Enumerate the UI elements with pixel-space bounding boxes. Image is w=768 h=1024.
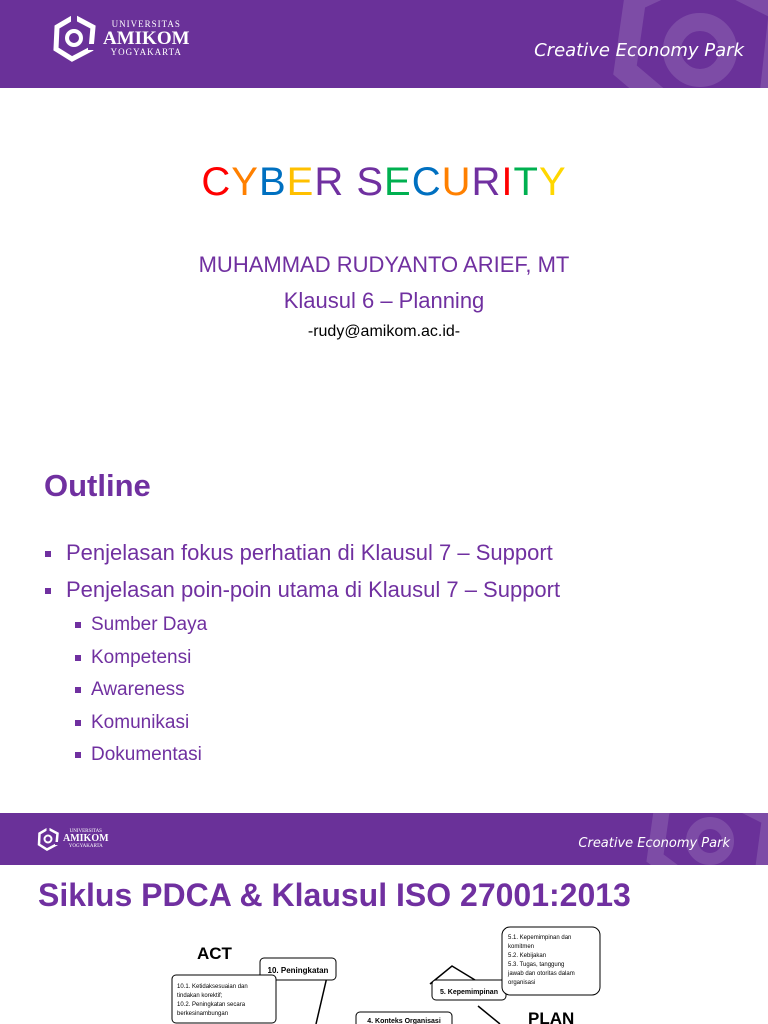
outline-item-text: Penjelasan poin-poin utama di Klausul 7 – Support: [66, 577, 561, 602]
title-letter: R: [314, 160, 345, 204]
university-logo-small[interactable]: [36, 827, 109, 851]
diagram-text-line: 5.1. Kepemimpinan dan: [508, 935, 572, 941]
title-letter: E: [286, 160, 315, 204]
tagline: Creative Economy Park: [578, 836, 730, 851]
outline-item-text: Penjelasan fokus perhatian di Klausul 7 – Support: [66, 540, 553, 565]
logo-line-3: YOGYAKARTA: [68, 844, 103, 849]
bullet-icon: [75, 622, 81, 628]
title-letter: T: [513, 160, 539, 204]
slide2-title: Siklus PDCA & Klausul ISO 27001:2013: [38, 877, 631, 913]
diagram-text-line: berkesinambungan: [177, 1011, 229, 1017]
diagram-text-line: komitmen: [508, 944, 535, 950]
title-letter: Y: [231, 160, 259, 204]
bullet-icon: [45, 551, 51, 557]
diagram-text-line: jawab dan otoritas dalam: [508, 971, 575, 977]
outline-item-text: Awareness: [91, 679, 185, 700]
outline-item: [44, 611, 560, 644]
cycle-arrow-right: [478, 1006, 500, 1024]
outline-item-text: Kompetensi: [91, 646, 192, 668]
bullet-icon: [45, 588, 51, 594]
plan-label: PLAN: [528, 1009, 575, 1024]
diagram-text-line: organisasi: [508, 980, 536, 986]
slide-title: [0, 160, 768, 205]
outline-item-text: Dokumentasi: [91, 744, 202, 765]
slide2-header-banner: [0, 813, 768, 865]
act-label: ACT: [197, 944, 232, 963]
title-letter: C: [411, 160, 442, 204]
tagline: Creative Economy Park: [534, 40, 744, 61]
outline-item: [44, 676, 560, 709]
diagram-text-line: 5.3. Tugas, tanggung: [508, 962, 565, 968]
title-letter: C: [201, 160, 232, 204]
title-letter: S: [356, 160, 385, 204]
logo-line-2: AMIKOM: [63, 833, 109, 844]
outline-item-text: Sumber Daya: [91, 614, 208, 635]
logo-line-1: UNIVERSITAS: [111, 18, 181, 29]
outline-item: [44, 644, 560, 677]
bullet-icon: [75, 720, 81, 726]
outline-item: [44, 574, 560, 611]
outline-item: [44, 709, 560, 742]
amikom-emblem-icon: [36, 827, 60, 851]
box-konteks-label: 4. Konteks Organisasi: [367, 1018, 441, 1024]
diagram-text-line: tindakan korektif;: [177, 993, 223, 999]
box-peningkatan-label: 10. Peningkatan: [267, 966, 329, 975]
logo-line-3: YOGYAKARTA: [110, 46, 182, 57]
outline-item-text: Komunikasi: [91, 711, 190, 733]
box-kepemimpinan-label: 5. Kepemimpinan: [440, 989, 498, 996]
bullet-icon: [75, 655, 81, 661]
slide-subtitle: Klausul 6 – Planning: [283, 288, 485, 313]
title-letter: B: [258, 160, 287, 204]
amikom-emblem-icon: [50, 14, 98, 62]
title-letter: E: [384, 160, 412, 204]
outline-item: [44, 537, 560, 574]
title-letter: R: [471, 160, 502, 204]
diagram-text-line: 10.2. Peningkatan secara: [177, 1002, 246, 1008]
outline-list: [44, 537, 560, 774]
title-letter: U: [441, 160, 472, 204]
bullet-icon: [75, 687, 81, 693]
outline-item: [44, 741, 560, 774]
title-letter: [344, 160, 356, 205]
header-banner: [0, 0, 768, 88]
title-letter: I: [501, 160, 514, 204]
diagram-text-line: 5.2. Kebijakan: [508, 953, 547, 959]
university-logo[interactable]: [50, 14, 190, 62]
pdca-diagram: [0, 922, 768, 1024]
author-name: MUHAMMAD RUDYANTO ARIEF, MT: [198, 252, 570, 277]
author-email[interactable]: -rudy@amikom.ac.id-: [307, 323, 461, 340]
diagram-text-line: 10.1. Ketidaksesuaian dan: [177, 984, 248, 990]
logo-line-2: AMIKOM: [103, 27, 190, 49]
title-letter: Y: [538, 160, 567, 204]
outline-heading: Outline: [44, 468, 151, 503]
logo-line-1: UNIVERSITAS: [69, 829, 102, 834]
bullet-icon: [75, 752, 81, 758]
